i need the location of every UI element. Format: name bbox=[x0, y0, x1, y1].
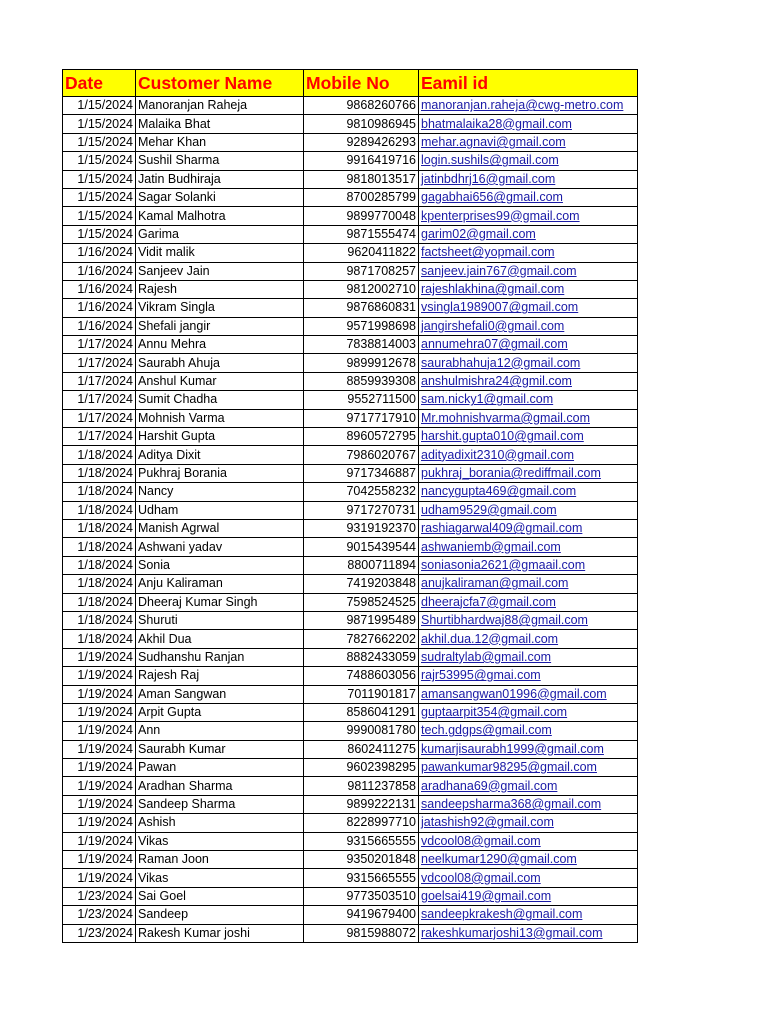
table-row bbox=[63, 133, 638, 151]
mobile-cell[interactable]: 9990081780 bbox=[304, 722, 419, 740]
table-row bbox=[63, 464, 638, 482]
customer-table bbox=[62, 69, 638, 943]
header-email-id[interactable]: Eamil id bbox=[419, 70, 638, 97]
date-cell[interactable]: 1/19/2024 bbox=[63, 685, 136, 703]
customer-name-cell[interactable]: Manoranjan Raheja bbox=[136, 97, 304, 115]
table-row bbox=[63, 115, 638, 133]
mobile-cell[interactable]: 9571998698 bbox=[304, 317, 419, 335]
email-link[interactable]: saurabhahuja12@gmail.com bbox=[419, 354, 638, 372]
table-row bbox=[63, 832, 638, 850]
table-row bbox=[63, 409, 638, 427]
email-link[interactable]: login.sushils@gmail.com bbox=[419, 152, 638, 170]
email-link[interactable]: gagabhai656@gmail.com bbox=[419, 188, 638, 206]
mobile-cell[interactable]: 9289426293 bbox=[304, 133, 419, 151]
table-row bbox=[63, 593, 638, 611]
table-row bbox=[63, 759, 638, 777]
mobile-cell[interactable]: 8960572795 bbox=[304, 428, 419, 446]
mobile-cell[interactable]: 7419203848 bbox=[304, 575, 419, 593]
email-link[interactable]: pawankumar98295@gmail.com bbox=[419, 759, 638, 777]
table-row bbox=[63, 556, 638, 574]
date-cell[interactable]: 1/16/2024 bbox=[63, 244, 136, 262]
table-row bbox=[63, 814, 638, 832]
date-cell[interactable]: 1/18/2024 bbox=[63, 483, 136, 501]
date-cell[interactable]: 1/17/2024 bbox=[63, 372, 136, 390]
table-row bbox=[63, 446, 638, 464]
mobile-cell[interactable]: 9015439544 bbox=[304, 538, 419, 556]
mobile-cell[interactable]: 9315665555 bbox=[304, 832, 419, 850]
mobile-cell[interactable]: 9717717910 bbox=[304, 409, 419, 427]
date-cell[interactable]: 1/16/2024 bbox=[63, 280, 136, 298]
date-cell[interactable]: 1/16/2024 bbox=[63, 299, 136, 317]
table-row bbox=[63, 906, 638, 924]
customer-name-cell[interactable]: Kamal Malhotra bbox=[136, 207, 304, 225]
customer-name-cell[interactable]: Arpit Gupta bbox=[136, 703, 304, 721]
email-link[interactable]: harshit.gupta010@gmail.com bbox=[419, 428, 638, 446]
table-row bbox=[63, 244, 638, 262]
mobile-cell[interactable]: 7488603056 bbox=[304, 667, 419, 685]
date-cell[interactable]: 1/15/2024 bbox=[63, 170, 136, 188]
date-cell[interactable]: 1/15/2024 bbox=[63, 207, 136, 225]
table-row bbox=[63, 648, 638, 666]
table-row bbox=[63, 611, 638, 629]
email-link[interactable]: factsheet@yopmail.com bbox=[419, 244, 638, 262]
email-link[interactable]: dheerajcfa7@gmail.com bbox=[419, 593, 638, 611]
date-cell[interactable]: 1/15/2024 bbox=[63, 115, 136, 133]
table-row bbox=[63, 851, 638, 869]
email-link[interactable]: garim02@gmail.com bbox=[419, 225, 638, 243]
email-link[interactable]: vsingla1989007@gmail.com bbox=[419, 299, 638, 317]
mobile-cell[interactable]: 9899912678 bbox=[304, 354, 419, 372]
customer-name-cell[interactable]: Saurabh Ahuja bbox=[136, 354, 304, 372]
email-link[interactable]: neelkumar1290@gmail.com bbox=[419, 851, 638, 869]
customer-name-cell[interactable]: Aradhan Sharma bbox=[136, 777, 304, 795]
email-link[interactable]: akhil.dua.12@gmail.com bbox=[419, 630, 638, 648]
email-link[interactable]: ashwaniemb@gmail.com bbox=[419, 538, 638, 556]
customer-name-cell[interactable]: Sai Goel bbox=[136, 887, 304, 905]
date-cell[interactable]: 1/19/2024 bbox=[63, 759, 136, 777]
customer-name-cell[interactable]: Mehar Khan bbox=[136, 133, 304, 151]
mobile-cell[interactable]: 8586041291 bbox=[304, 703, 419, 721]
email-link[interactable]: Mr.mohnishvarma@gmail.com bbox=[419, 409, 638, 427]
date-cell[interactable]: 1/15/2024 bbox=[63, 152, 136, 170]
date-cell[interactable]: 1/15/2024 bbox=[63, 225, 136, 243]
date-cell[interactable]: 1/19/2024 bbox=[63, 740, 136, 758]
customer-name-cell[interactable]: Shefali jangir bbox=[136, 317, 304, 335]
customer-name-cell[interactable]: Vikas bbox=[136, 869, 304, 887]
table-row bbox=[63, 391, 638, 409]
customer-name-cell[interactable]: Mohnish Varma bbox=[136, 409, 304, 427]
table-row bbox=[63, 924, 638, 942]
date-cell[interactable]: 1/19/2024 bbox=[63, 832, 136, 850]
email-link[interactable]: pukhraj_borania@rediffmail.com bbox=[419, 464, 638, 482]
table-row bbox=[63, 428, 638, 446]
email-link[interactable]: sanjeev.jain767@gmail.com bbox=[419, 262, 638, 280]
customer-name-cell[interactable]: Raman Joon bbox=[136, 851, 304, 869]
mobile-cell[interactable]: 9419679400 bbox=[304, 906, 419, 924]
mobile-cell[interactable]: 7827662202 bbox=[304, 630, 419, 648]
mobile-cell[interactable]: 8882433059 bbox=[304, 648, 419, 666]
mobile-cell[interactable]: 9871555474 bbox=[304, 225, 419, 243]
table-row bbox=[63, 777, 638, 795]
date-cell[interactable]: 1/15/2024 bbox=[63, 133, 136, 151]
mobile-cell[interactable]: 9552711500 bbox=[304, 391, 419, 409]
table-row bbox=[63, 188, 638, 206]
table-row bbox=[63, 336, 638, 354]
table-row bbox=[63, 519, 638, 537]
customer-name-cell[interactable]: Vikas bbox=[136, 832, 304, 850]
date-cell[interactable]: 1/17/2024 bbox=[63, 409, 136, 427]
email-link[interactable]: soniasonia2621@gmaail.com bbox=[419, 556, 638, 574]
email-link[interactable]: sandeepkrakesh@gmail.com bbox=[419, 906, 638, 924]
customer-name-cell[interactable]: Udham bbox=[136, 501, 304, 519]
email-link[interactable]: vdcool08@gmail.com bbox=[419, 869, 638, 887]
customer-name-cell[interactable]: Saurabh Kumar bbox=[136, 740, 304, 758]
email-link[interactable]: rajr53995@gmai.com bbox=[419, 667, 638, 685]
table-row bbox=[63, 483, 638, 501]
table-row bbox=[63, 225, 638, 243]
date-cell[interactable]: 1/19/2024 bbox=[63, 777, 136, 795]
date-cell[interactable]: 1/16/2024 bbox=[63, 317, 136, 335]
mobile-cell[interactable]: 7986020767 bbox=[304, 446, 419, 464]
customer-name-cell[interactable]: Sagar Solanki bbox=[136, 188, 304, 206]
date-cell[interactable]: 1/16/2024 bbox=[63, 262, 136, 280]
table-row bbox=[63, 280, 638, 298]
mobile-cell[interactable]: 9717346887 bbox=[304, 464, 419, 482]
date-cell[interactable]: 1/23/2024 bbox=[63, 887, 136, 905]
table-row bbox=[63, 795, 638, 813]
date-cell[interactable]: 1/18/2024 bbox=[63, 538, 136, 556]
mobile-cell[interactable]: 7011901817 bbox=[304, 685, 419, 703]
date-cell[interactable]: 1/18/2024 bbox=[63, 501, 136, 519]
date-cell[interactable]: 1/19/2024 bbox=[63, 722, 136, 740]
date-cell[interactable]: 1/19/2024 bbox=[63, 667, 136, 685]
date-cell[interactable]: 1/19/2024 bbox=[63, 795, 136, 813]
email-link[interactable]: nancygupta469@gmail.com bbox=[419, 483, 638, 501]
mobile-cell[interactable]: 9812002710 bbox=[304, 280, 419, 298]
mobile-cell[interactable]: 9871995489 bbox=[304, 611, 419, 629]
mobile-cell[interactable]: 9916419716 bbox=[304, 152, 419, 170]
email-link[interactable]: tech.gdgps@gmail.com bbox=[419, 722, 638, 740]
date-cell[interactable]: 1/19/2024 bbox=[63, 814, 136, 832]
date-cell[interactable]: 1/18/2024 bbox=[63, 593, 136, 611]
customer-name-cell[interactable]: Sushil Sharma bbox=[136, 152, 304, 170]
mobile-cell[interactable]: 8800711894 bbox=[304, 556, 419, 574]
email-link[interactable]: anujkaliraman@gmail.com bbox=[419, 575, 638, 593]
table-row bbox=[63, 887, 638, 905]
customer-name-cell[interactable]: Harshit Gupta bbox=[136, 428, 304, 446]
date-cell[interactable]: 1/15/2024 bbox=[63, 188, 136, 206]
mobile-cell[interactable]: 9899770048 bbox=[304, 207, 419, 225]
date-cell[interactable]: 1/17/2024 bbox=[63, 428, 136, 446]
table-row bbox=[63, 685, 638, 703]
table-row bbox=[63, 630, 638, 648]
table-row bbox=[63, 97, 638, 115]
mobile-cell[interactable]: 7838814003 bbox=[304, 336, 419, 354]
date-cell[interactable]: 1/18/2024 bbox=[63, 611, 136, 629]
table-row bbox=[63, 372, 638, 390]
customer-name-cell[interactable]: Ann bbox=[136, 722, 304, 740]
email-link[interactable]: manoranjan.raheja@cwg-metro.com bbox=[419, 97, 638, 115]
mobile-cell[interactable]: 9810986945 bbox=[304, 115, 419, 133]
customer-name-cell[interactable]: Manish Agrwal bbox=[136, 519, 304, 537]
customer-name-cell[interactable]: Anshul Kumar bbox=[136, 372, 304, 390]
mobile-cell[interactable]: 9871708257 bbox=[304, 262, 419, 280]
date-cell[interactable]: 1/23/2024 bbox=[63, 906, 136, 924]
date-cell[interactable]: 1/18/2024 bbox=[63, 575, 136, 593]
customer-name-cell[interactable]: Vidit malik bbox=[136, 244, 304, 262]
date-cell[interactable]: 1/19/2024 bbox=[63, 851, 136, 869]
date-cell[interactable]: 1/18/2024 bbox=[63, 630, 136, 648]
table-row bbox=[63, 354, 638, 372]
email-link[interactable]: vdcool08@gmail.com bbox=[419, 832, 638, 850]
mobile-cell[interactable]: 9811237858 bbox=[304, 777, 419, 795]
date-cell[interactable]: 1/19/2024 bbox=[63, 869, 136, 887]
date-cell[interactable]: 1/17/2024 bbox=[63, 354, 136, 372]
date-cell[interactable]: 1/18/2024 bbox=[63, 446, 136, 464]
header-mobile-no[interactable]: Mobile No bbox=[304, 70, 419, 97]
mobile-cell[interactable]: 9818013517 bbox=[304, 170, 419, 188]
customer-name-cell[interactable]: Aman Sangwan bbox=[136, 685, 304, 703]
date-cell[interactable]: 1/18/2024 bbox=[63, 464, 136, 482]
table-row bbox=[63, 703, 638, 721]
mobile-cell[interactable]: 9620411822 bbox=[304, 244, 419, 262]
mobile-cell[interactable]: 9868260766 bbox=[304, 97, 419, 115]
customer-name-cell[interactable]: Sudhanshu Ranjan bbox=[136, 648, 304, 666]
customer-name-cell[interactable]: Malaika Bhat bbox=[136, 115, 304, 133]
email-link[interactable]: kpenterprises99@gmail.com bbox=[419, 207, 638, 225]
table-row bbox=[63, 740, 638, 758]
customer-name-cell[interactable]: Garima bbox=[136, 225, 304, 243]
mobile-cell[interactable]: 8859939308 bbox=[304, 372, 419, 390]
email-link[interactable]: sandeepsharma368@gmail.com bbox=[419, 795, 638, 813]
email-link[interactable]: sudraltylab@gmail.com bbox=[419, 648, 638, 666]
email-link[interactable]: annumehra07@gmail.com bbox=[419, 336, 638, 354]
table-row bbox=[63, 722, 638, 740]
date-cell[interactable]: 1/17/2024 bbox=[63, 391, 136, 409]
email-link[interactable]: adityadixit2310@gmail.com bbox=[419, 446, 638, 464]
table-row bbox=[63, 538, 638, 556]
mobile-cell[interactable]: 9876860831 bbox=[304, 299, 419, 317]
customer-name-cell[interactable]: Rakesh Kumar joshi bbox=[136, 924, 304, 942]
email-link[interactable]: goelsai419@gmail.com bbox=[419, 887, 638, 905]
customer-name-cell[interactable]: Dheeraj Kumar Singh bbox=[136, 593, 304, 611]
email-link[interactable]: aradhana69@gmail.com bbox=[419, 777, 638, 795]
customer-name-cell[interactable]: Sandeep bbox=[136, 906, 304, 924]
customer-name-cell[interactable]: Vikram Singla bbox=[136, 299, 304, 317]
table-row bbox=[63, 869, 638, 887]
table-row bbox=[63, 575, 638, 593]
mobile-cell[interactable]: 9315665555 bbox=[304, 869, 419, 887]
customer-name-cell[interactable]: Sanjeev Jain bbox=[136, 262, 304, 280]
mobile-cell[interactable]: 8228997710 bbox=[304, 814, 419, 832]
table-row bbox=[63, 501, 638, 519]
header-date[interactable]: Date bbox=[63, 70, 136, 97]
email-link[interactable]: rakeshkumarjoshi13@gmail.com bbox=[419, 924, 638, 942]
table-row bbox=[63, 667, 638, 685]
table-row bbox=[63, 299, 638, 317]
mobile-cell[interactable]: 9350201848 bbox=[304, 851, 419, 869]
customer-name-cell[interactable]: Annu Mehra bbox=[136, 336, 304, 354]
date-cell[interactable]: 1/18/2024 bbox=[63, 519, 136, 537]
date-cell[interactable]: 1/15/2024 bbox=[63, 97, 136, 115]
email-link[interactable]: rajeshlakhina@gmail.com bbox=[419, 280, 638, 298]
customer-name-cell[interactable]: Ashish bbox=[136, 814, 304, 832]
customer-name-cell[interactable]: Rajesh bbox=[136, 280, 304, 298]
email-link[interactable]: Shurtibhardwaj88@gmail.com bbox=[419, 611, 638, 629]
mobile-cell[interactable]: 8602411275 bbox=[304, 740, 419, 758]
date-cell[interactable]: 1/23/2024 bbox=[63, 924, 136, 942]
email-link[interactable]: amansangwan01996@gmail.com bbox=[419, 685, 638, 703]
table-row bbox=[63, 262, 638, 280]
email-link[interactable]: anshulmishra24@gmil.com bbox=[419, 372, 638, 390]
mobile-cell[interactable]: 9899222131 bbox=[304, 795, 419, 813]
email-link[interactable]: jatinbdhrj16@gmail.com bbox=[419, 170, 638, 188]
date-cell[interactable]: 1/19/2024 bbox=[63, 648, 136, 666]
email-link[interactable]: udham9529@gmail.com bbox=[419, 501, 638, 519]
customer-name-cell[interactable]: Nancy bbox=[136, 483, 304, 501]
mobile-cell[interactable]: 9602398295 bbox=[304, 759, 419, 777]
table-row bbox=[63, 170, 638, 188]
customer-name-cell[interactable]: Aditya Dixit bbox=[136, 446, 304, 464]
date-cell[interactable]: 1/18/2024 bbox=[63, 556, 136, 574]
email-link[interactable]: kumarjisaurabh1999@gmail.com bbox=[419, 740, 638, 758]
email-link[interactable]: sam.nicky1@gmail.com bbox=[419, 391, 638, 409]
email-link[interactable]: mehar.agnavi@gmail.com bbox=[419, 133, 638, 151]
mobile-cell[interactable]: 9717270731 bbox=[304, 501, 419, 519]
table-row bbox=[63, 152, 638, 170]
mobile-cell[interactable]: 9773503510 bbox=[304, 887, 419, 905]
mobile-cell[interactable]: 7042558232 bbox=[304, 483, 419, 501]
customer-name-cell[interactable]: Pukhraj Borania bbox=[136, 464, 304, 482]
customer-name-cell[interactable]: Sumit Chadha bbox=[136, 391, 304, 409]
date-cell[interactable]: 1/17/2024 bbox=[63, 336, 136, 354]
email-link[interactable]: rashiagarwal409@gmail.com bbox=[419, 519, 638, 537]
table-row bbox=[63, 317, 638, 335]
customer-name-cell[interactable]: Jatin Budhiraja bbox=[136, 170, 304, 188]
customer-name-cell[interactable]: Akhil Dua bbox=[136, 630, 304, 648]
customer-name-cell[interactable]: Anju Kaliraman bbox=[136, 575, 304, 593]
email-link[interactable]: jangirshefali0@gmail.com bbox=[419, 317, 638, 335]
header-row bbox=[63, 70, 638, 97]
mobile-cell[interactable]: 8700285799 bbox=[304, 188, 419, 206]
customer-name-cell[interactable]: Rajesh Raj bbox=[136, 667, 304, 685]
date-cell[interactable]: 1/19/2024 bbox=[63, 703, 136, 721]
table-row bbox=[63, 207, 638, 225]
customer-name-cell[interactable]: Shuruti bbox=[136, 611, 304, 629]
header-customer-name[interactable]: Customer Name bbox=[136, 70, 304, 97]
customer-name-cell[interactable]: Sonia bbox=[136, 556, 304, 574]
mobile-cell[interactable]: 9815988072 bbox=[304, 924, 419, 942]
email-link[interactable]: jatashish92@gmail.com bbox=[419, 814, 638, 832]
customer-name-cell[interactable]: Ashwani yadav bbox=[136, 538, 304, 556]
email-link[interactable]: bhatmalaika28@gmail.com bbox=[419, 115, 638, 133]
mobile-cell[interactable]: 9319192370 bbox=[304, 519, 419, 537]
mobile-cell[interactable]: 7598524525 bbox=[304, 593, 419, 611]
customer-name-cell[interactable]: Sandeep Sharma bbox=[136, 795, 304, 813]
customer-name-cell[interactable]: Pawan bbox=[136, 759, 304, 777]
email-link[interactable]: guptaarpit354@gmail.com bbox=[419, 703, 638, 721]
